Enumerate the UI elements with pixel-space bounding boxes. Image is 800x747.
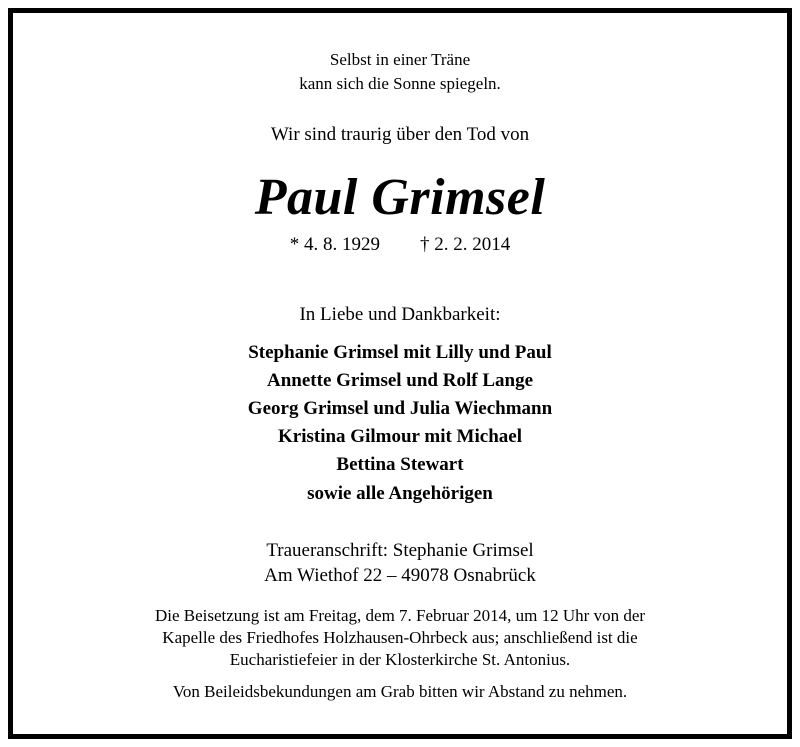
birth-date: * 4. 8. 1929 — [289, 234, 380, 255]
mourner-line: sowie alle Angehörigen — [307, 483, 493, 504]
mourner-line: Kristina Gilmour mit Michael — [278, 426, 522, 447]
mourner-line: Bettina Stewart — [336, 454, 464, 475]
motto-line-1: Selbst in einer Träne — [329, 50, 471, 69]
intro-text: Wir sind traurig über den Tod von — [270, 124, 530, 145]
funeral-notice-line: Die Beisetzung ist am Freitag, dem 7. Februar 2014, um 12 Uhr von der — [154, 606, 646, 625]
dedication-text: In Liebe und Dankbarkeit: — [299, 304, 501, 325]
mourner-line: Annette Grimsel und Rolf Lange — [267, 370, 533, 391]
condolence-notice: Von Beileidsbekundungen am Grab bitten wir Abstand zu nehmen. — [172, 682, 628, 701]
life-dates — [0, 234, 800, 256]
deceased-name: Paul Grimsel — [254, 169, 546, 226]
death-date: † 2. 2. 2014 — [420, 234, 511, 255]
mourning-address-line-2: Am Wiethof 22 – 49078 Osnabrück — [264, 565, 536, 586]
funeral-notice-line: Kapelle des Friedhofes Holzhausen-Ohrbeck aus; anschließend ist die — [162, 628, 638, 647]
mourning-address-line-1: Traueranschrift: Stephanie Grimsel — [266, 540, 534, 561]
funeral-notice-line: Eucharistiefeier in der Klosterkirche St. Antonius. — [229, 650, 571, 669]
mourner-line: Stephanie Grimsel mit Lilly und Paul — [248, 342, 552, 363]
mourner-line: Georg Grimsel und Julia Wiechmann — [247, 398, 553, 419]
motto-line-2: kann sich die Sonne spiegeln. — [299, 74, 501, 93]
